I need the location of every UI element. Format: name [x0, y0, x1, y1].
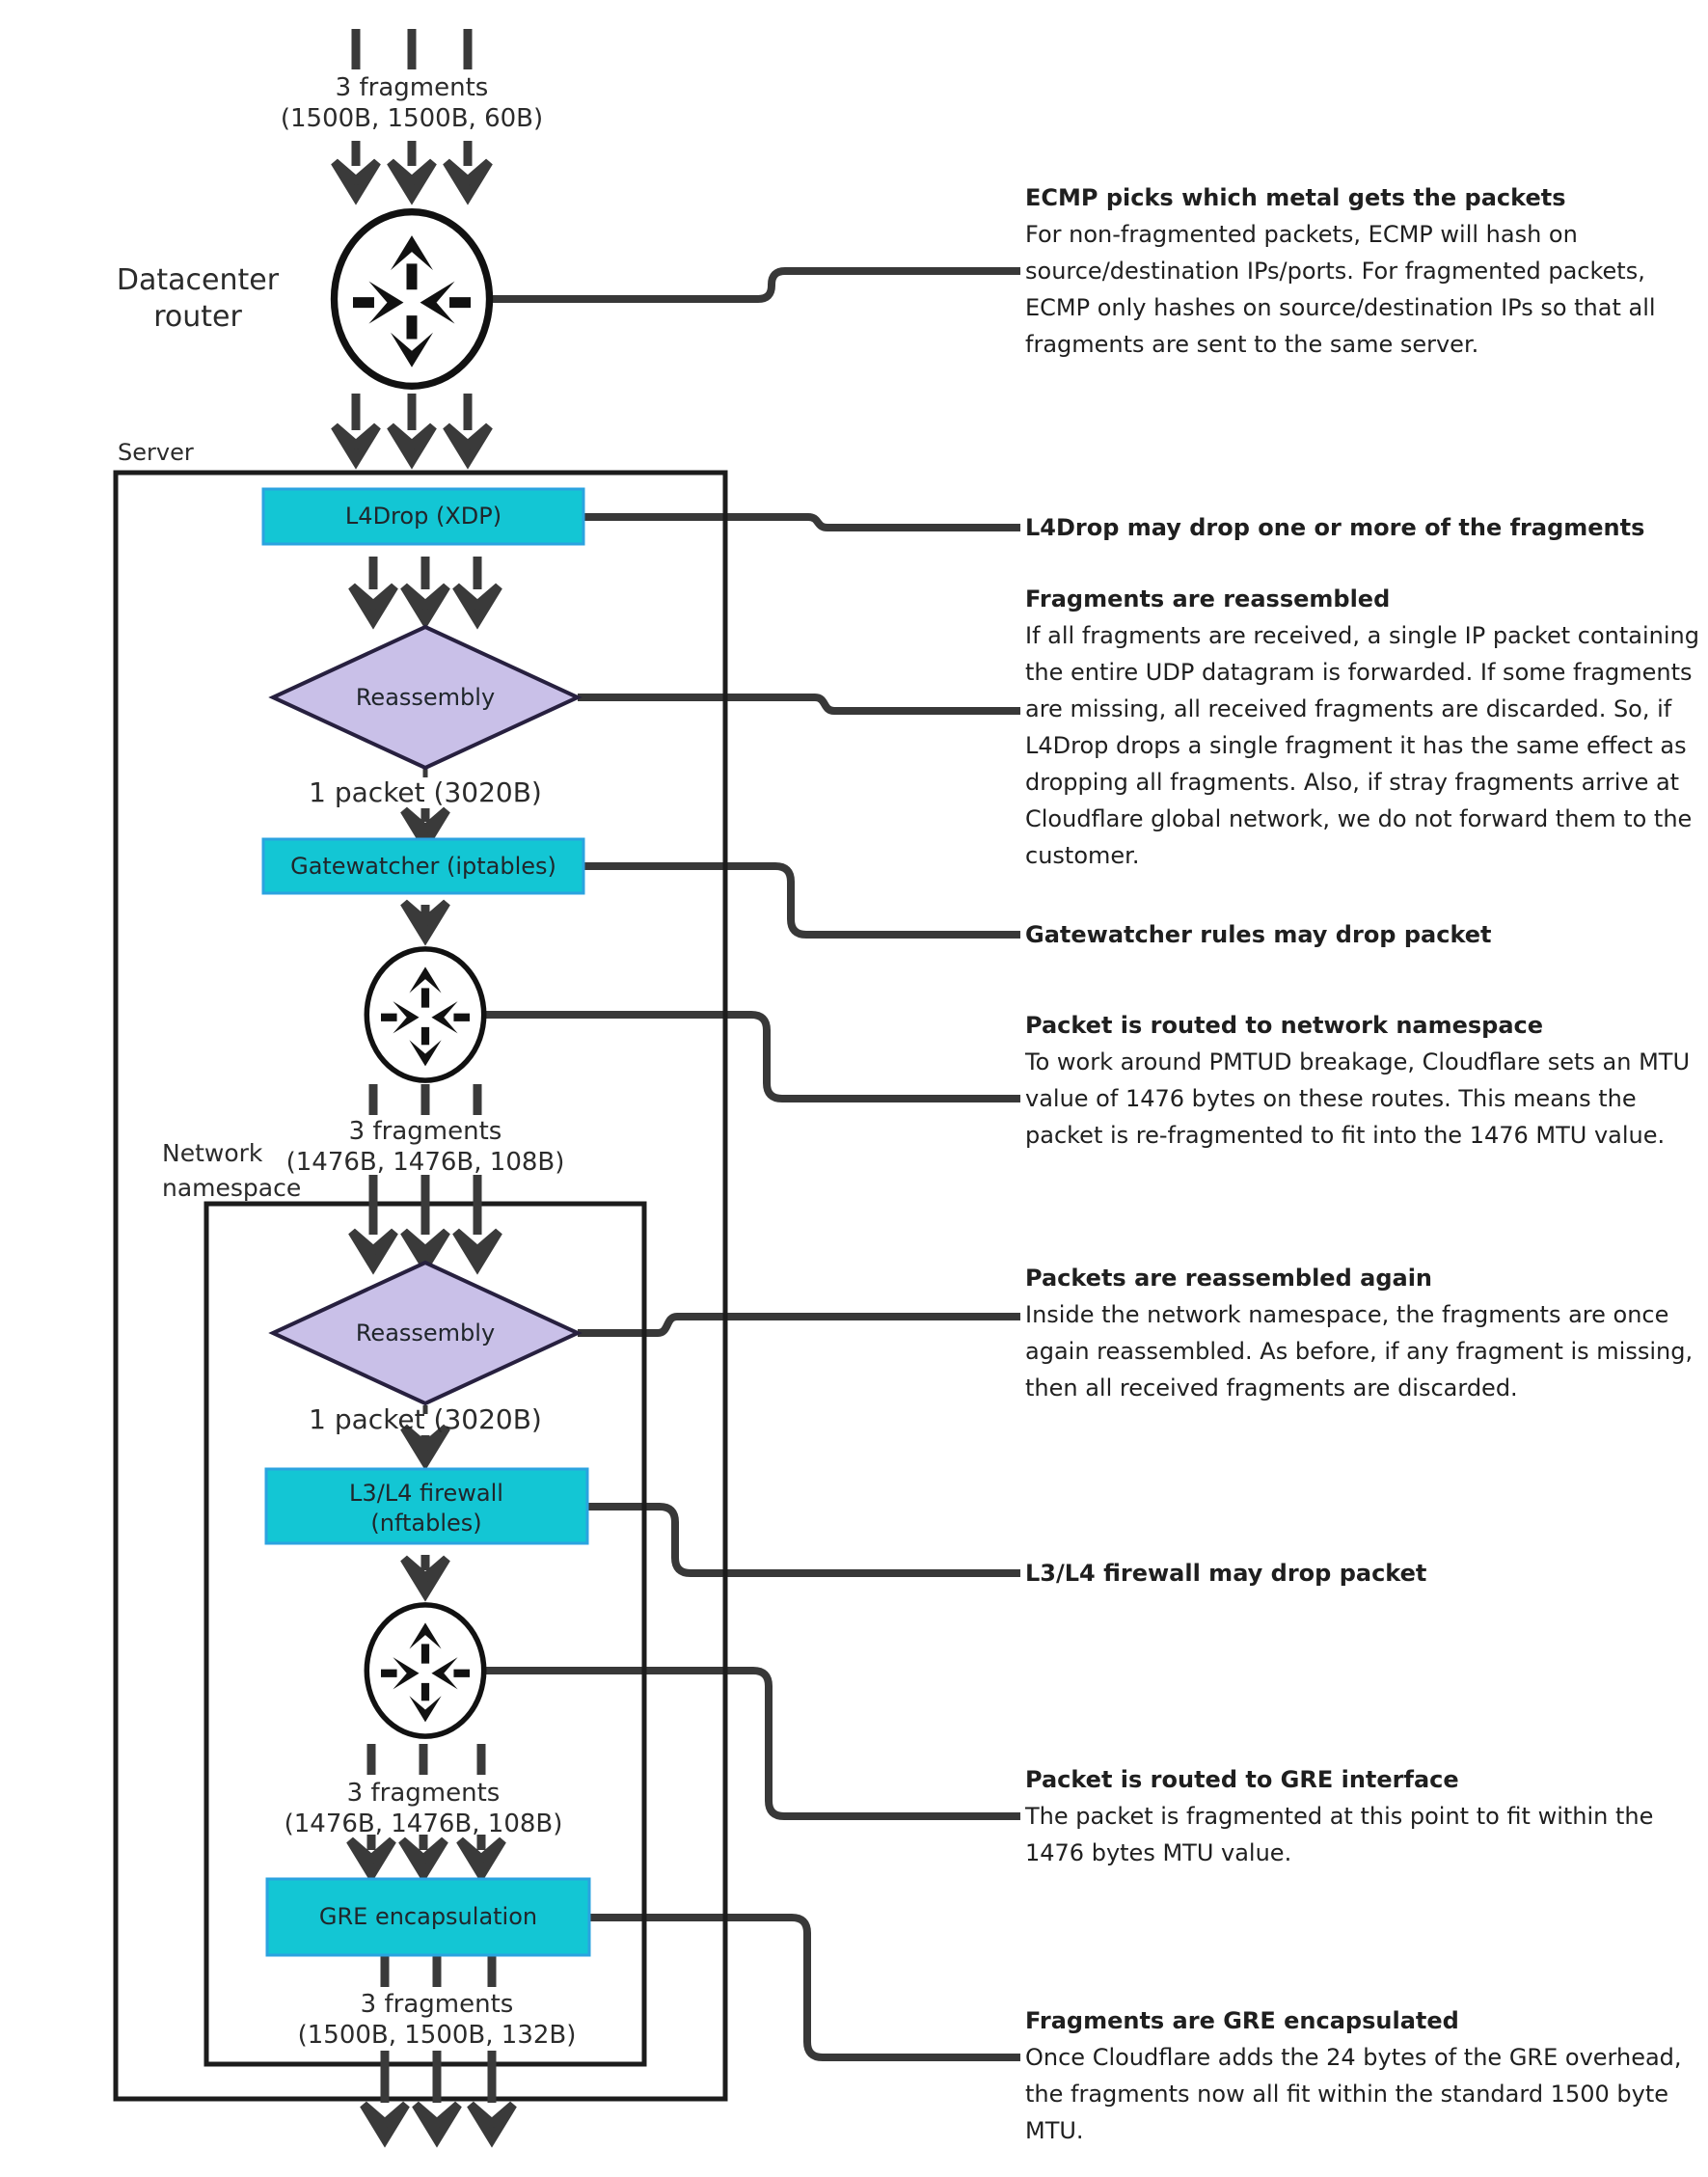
arrows-l4drop-to-reassembly	[352, 557, 499, 621]
fragments-in-sizes: (1500B, 1500B, 60B)	[280, 104, 544, 133]
arrows-router-to-server	[335, 394, 489, 461]
arrows-out-of-server	[364, 2051, 513, 2139]
reassembly-1-label: Reassembly	[355, 684, 496, 711]
annotation-gre-encapsulated-body: Once Cloudflare adds the 24 bytes of the GRE overhead, the fragments now all fit within the standard 1500 byte MTU.	[1025, 2044, 1682, 2144]
annotation-gatewatcher	[1025, 916, 1700, 953]
firewall-label-line2: (nftables)	[370, 1510, 482, 1537]
annotation-reassembled-body: If all fragments are received, a single IP packet containing the entire UDP datagram is forwarded. If some fragments are missing, all received fragments are discarded. So, if L4Drop drops a single fragment it has the same effect as dropping all fragments. Also, if stray fragments arrive at Cloudflare global network, we do not forward them to the customer.	[1025, 622, 1699, 869]
connector-route-namespace	[485, 1015, 1020, 1099]
fragments-namespace-sizes: (1476B, 1476B, 108B)	[285, 1148, 565, 1177]
firewall-label-line1: L3/L4 firewall	[349, 1480, 503, 1507]
namespace-route-router-icon	[366, 949, 483, 1080]
annotation-l4drop	[1025, 509, 1700, 546]
fragment-bars-gre	[367, 1744, 486, 1775]
fragments-out-sizes: (1500B, 1500B, 132B)	[297, 2021, 577, 2050]
annotation-ecmp	[1025, 179, 1700, 363]
annotation-reassembled-again-body: Inside the network namespace, the fragments are once again reassembled. As before, if any fragment is missing, then all received fragments are discarded.	[1025, 1301, 1694, 1401]
gre-label: GRE encapsulation	[318, 1903, 538, 1930]
gatewatcher-label: Gatewatcher (iptables)	[290, 853, 556, 880]
connector-l4drop	[583, 517, 1020, 528]
fragment-bars-out	[381, 1956, 497, 1987]
connector-route-gre	[485, 1671, 1020, 1816]
annotation-routed-namespace	[1025, 1007, 1700, 1154]
arrows-into-namespace	[352, 1175, 499, 1266]
annotation-routed-namespace-title: Packet is routed to network namespace	[1025, 1012, 1544, 1039]
fragments-out-count: 3 fragments	[360, 1990, 514, 2019]
fragments-namespace-count: 3 fragments	[348, 1117, 502, 1146]
annotation-gre-encapsulated-title: Fragments are GRE encapsulated	[1025, 2007, 1459, 2034]
datacenter-router-label: Datacenter router	[116, 263, 280, 334]
packet-1-label: 1 packet (3020B)	[309, 776, 542, 808]
fragment-bars-namespace	[369, 1084, 482, 1115]
annotation-routed-gre-body: The packet is fragmented at this point to fit within the 1476 bytes MTU value.	[1025, 1803, 1654, 1866]
fragment-bars-in	[352, 29, 473, 69]
annotation-reassembled-again-title: Packets are reassembled again	[1025, 1265, 1433, 1292]
annotation-firewall-title: L3/L4 firewall may drop packet	[1025, 1560, 1427, 1587]
annotation-reassembled	[1025, 581, 1700, 874]
annotation-ecmp-title: ECMP picks which metal gets the packets	[1025, 184, 1566, 211]
annotation-gatewatcher-title: Gatewatcher rules may drop packet	[1025, 921, 1492, 948]
annotation-reassembled-again	[1025, 1260, 1700, 1406]
l4drop-label: L4Drop (XDP)	[344, 503, 502, 530]
connector-reassembly-1	[578, 697, 1020, 711]
arrows-into-gre	[350, 1835, 502, 1875]
annotation-firewall	[1025, 1555, 1700, 1592]
annotation-l4drop-title: L4Drop may drop one or more of the fragments	[1025, 514, 1645, 541]
network-namespace-label: Network namespace	[162, 1139, 302, 1202]
fragments-in-count: 3 fragments	[335, 73, 489, 102]
annotation-reassembled-title: Fragments are reassembled	[1025, 585, 1391, 612]
connector-gre	[589, 1918, 1020, 2057]
connector-firewall	[587, 1507, 1020, 1573]
server-label: Server	[118, 439, 194, 466]
annotation-gre-encapsulated	[1025, 2002, 1700, 2149]
arrows-into-router	[335, 141, 489, 197]
packet-2-label: 1 packet (3020B)	[309, 1403, 542, 1435]
connector-gatewatcher	[583, 866, 1020, 935]
annotation-routed-namespace-body: To work around PMTUD breakage, Cloudflare sets an MTU value of 1476 bytes on these routes. This means the packet is re-fragmented to fit into the 1476 MTU value.	[1025, 1048, 1691, 1149]
fragments-gre-count: 3 fragments	[346, 1779, 501, 1808]
gre-route-router-icon	[366, 1605, 483, 1736]
connector-ecmp	[491, 271, 1020, 299]
annotation-routed-gre	[1025, 1761, 1700, 1871]
annotation-routed-gre-title: Packet is routed to GRE interface	[1025, 1766, 1459, 1793]
datacenter-router-icon	[334, 212, 489, 387]
annotation-ecmp-body: For non-fragmented packets, ECMP will hash on source/destination IPs/ports. For fragmented packets, ECMP only hashes on source/destination IPs so that all fragments are sent to the same server.	[1025, 221, 1656, 358]
fragments-gre-sizes: (1476B, 1476B, 108B)	[284, 1810, 563, 1838]
reassembly-2-label: Reassembly	[355, 1320, 496, 1347]
